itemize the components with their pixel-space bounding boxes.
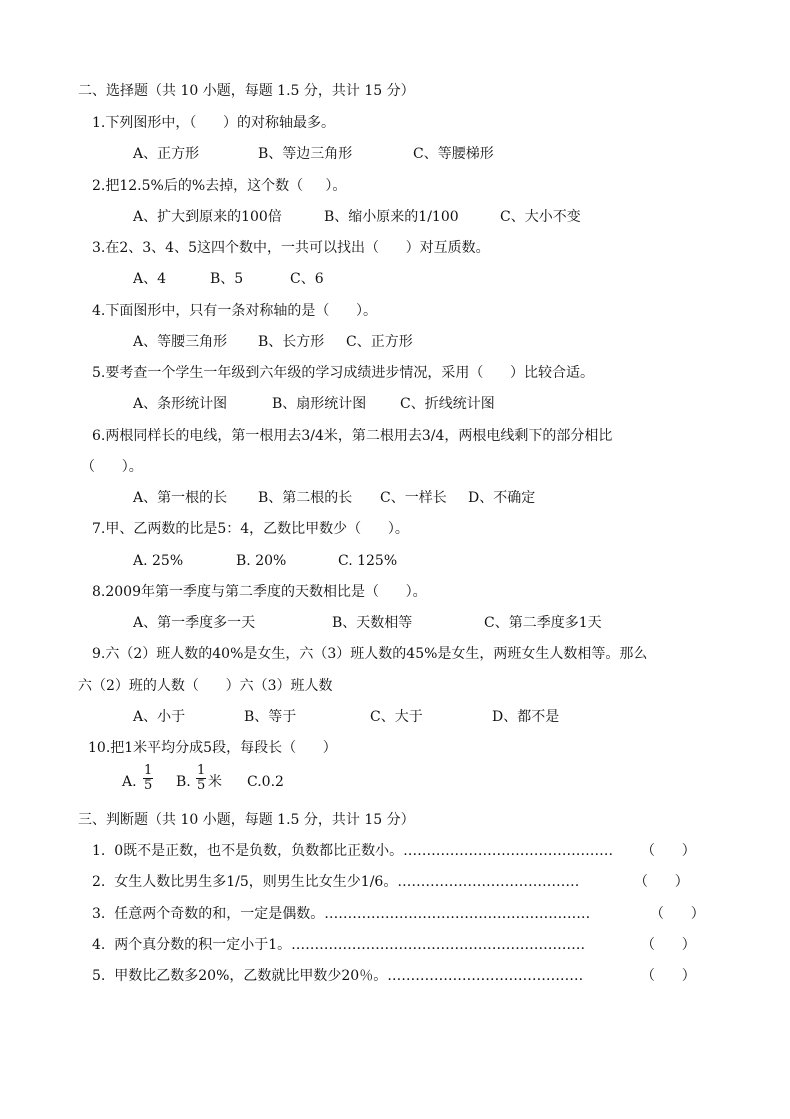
question-6-option-a: A、第一根的长 xyxy=(133,490,228,506)
question-8-stem: 8.2009年第一季度与第二季度的天数相比是（ ）。 xyxy=(92,584,427,600)
question-1-option-b: B、等边三角形 xyxy=(258,146,353,162)
fraction-denominator: 5 xyxy=(144,778,153,793)
question-9-option-c: C、大于 xyxy=(370,709,423,725)
question-8-option-b: B、天数相等 xyxy=(332,615,413,631)
question-9-option-d: D、都不是 xyxy=(492,709,560,725)
question-4-option-b: B、长方形 xyxy=(258,334,325,350)
question-4-option-a: A、等腰三角形 xyxy=(133,334,228,350)
question-6-option-c: C、一样长 xyxy=(380,490,447,506)
question-9-stem-continued: 六（2）班的人数（ ）六（3）班人数 xyxy=(78,678,333,694)
question-1-stem: 1.下列图形中，（ ）的对称轴最多。 xyxy=(92,115,336,131)
judgment-item-2-text: 2. 女生人数比男生多1/5，则男生比女生少1/6。………………………………… xyxy=(92,874,580,890)
question-9-stem: 9.六（2）班人数的40%是女生，六（3）班人数的45%是女生，两班女生人数相等。那么 xyxy=(92,646,648,662)
judgment-item-2-bracket: （ ） xyxy=(634,874,689,890)
judgment-item-4-bracket: （ ） xyxy=(641,937,696,953)
question-5-stem: 5.要考查一个学生一年级到六年级的学习成绩进步情况，采用（ ）比较合适。 xyxy=(92,365,595,381)
judgment-item-3-text: 3. 任意两个奇数的和，一定是偶数。………………………………………………… xyxy=(92,906,591,922)
judgment-item-3-bracket: （ ） xyxy=(650,906,705,922)
question-6-option-d: D、不确定 xyxy=(468,490,536,506)
question-9-option-b: B、等于 xyxy=(244,709,297,725)
question-6-stem-continued: （ ）。 xyxy=(81,459,143,475)
question-3-option-b: B、5 xyxy=(210,271,244,287)
question-5-option-c: C、折线统计图 xyxy=(400,396,495,412)
question-10-option-a: A. xyxy=(122,774,137,790)
question-5-option-a: A、条形统计图 xyxy=(133,396,228,412)
question-7-option-a: A. 25% xyxy=(133,553,184,569)
judgment-item-4-text: 4. 两个真分数的积一定小于1。……………………………………………………… xyxy=(92,937,586,953)
fraction-denominator: 5 xyxy=(197,778,206,793)
question-8-option-a: A、第一季度多一天 xyxy=(133,615,256,631)
question-8-option-c: C、第二季度多1天 xyxy=(484,615,602,631)
question-10-option-b: B. xyxy=(176,774,191,790)
question-7-option-b: B. 20% xyxy=(236,553,287,569)
question-10-option-c: C.0.2 xyxy=(247,774,284,790)
question-10-option-a-fraction xyxy=(143,764,153,793)
question-3-stem: 3.在2、3、4、5这四个数中，一共可以找出（ ）对互质数。 xyxy=(92,240,490,256)
question-7-option-c: C. 125% xyxy=(338,553,398,569)
section-3-heading: 三、判断题（共 10 小题，每题 1.5 分，共计 15 分） xyxy=(78,812,415,828)
judgment-item-1-bracket: （ ） xyxy=(641,843,696,859)
question-2-stem: 2.把12.5%后的%去掉，这个数（ ）。 xyxy=(92,178,347,194)
question-2-option-a: A、扩大到原来的100倍 xyxy=(133,209,282,225)
question-10-option-b-unit: 米 xyxy=(208,774,222,790)
question-6-stem: 6.两根同样长的电线，第一根用去3/4米，第二根用去3/4，两根电线剩下的部分相比 xyxy=(92,428,613,444)
question-4-stem: 4.下面图形中，只有一条对称轴的是（ ）。 xyxy=(92,303,378,319)
question-2-option-c: C、大小不变 xyxy=(500,209,581,225)
question-5-option-b: B、扇形统计图 xyxy=(272,396,367,412)
question-10-option-b-fraction xyxy=(196,764,206,793)
judgment-item-5-bracket: （ ） xyxy=(641,968,696,984)
question-7-stem: 7.甲、乙两数的比是5：4，乙数比甲数少（ ）。 xyxy=(92,521,409,537)
section-2-heading: 二、选择题（共 10 小题，每题 1.5 分，共计 15 分） xyxy=(78,83,415,99)
fraction-numerator: 1 xyxy=(144,763,153,778)
judgment-item-1-text: 1. 0既不是正数，也不是负数，负数都比正数小。……………………………………… xyxy=(92,843,614,859)
question-1-option-c: C、等腰梯形 xyxy=(413,146,494,162)
fraction-numerator: 1 xyxy=(197,763,206,778)
question-6-option-b: B、第二根的长 xyxy=(258,490,353,506)
question-3-option-a: A、4 xyxy=(133,271,167,287)
question-1-option-a: A、正方形 xyxy=(133,146,200,162)
question-2-option-b: B、缩小原来的1/100 xyxy=(324,209,459,225)
question-4-option-c: C、正方形 xyxy=(346,334,413,350)
question-10-stem: 10.把1米平均分成5段，每段长（ ） xyxy=(88,740,337,756)
judgment-item-5-text: 5. 甲数比乙数多20%，乙数就比甲数少20％。…………………………………… xyxy=(92,968,584,984)
question-9-option-a: A、小于 xyxy=(133,709,186,725)
question-3-option-c: C、6 xyxy=(290,271,324,287)
